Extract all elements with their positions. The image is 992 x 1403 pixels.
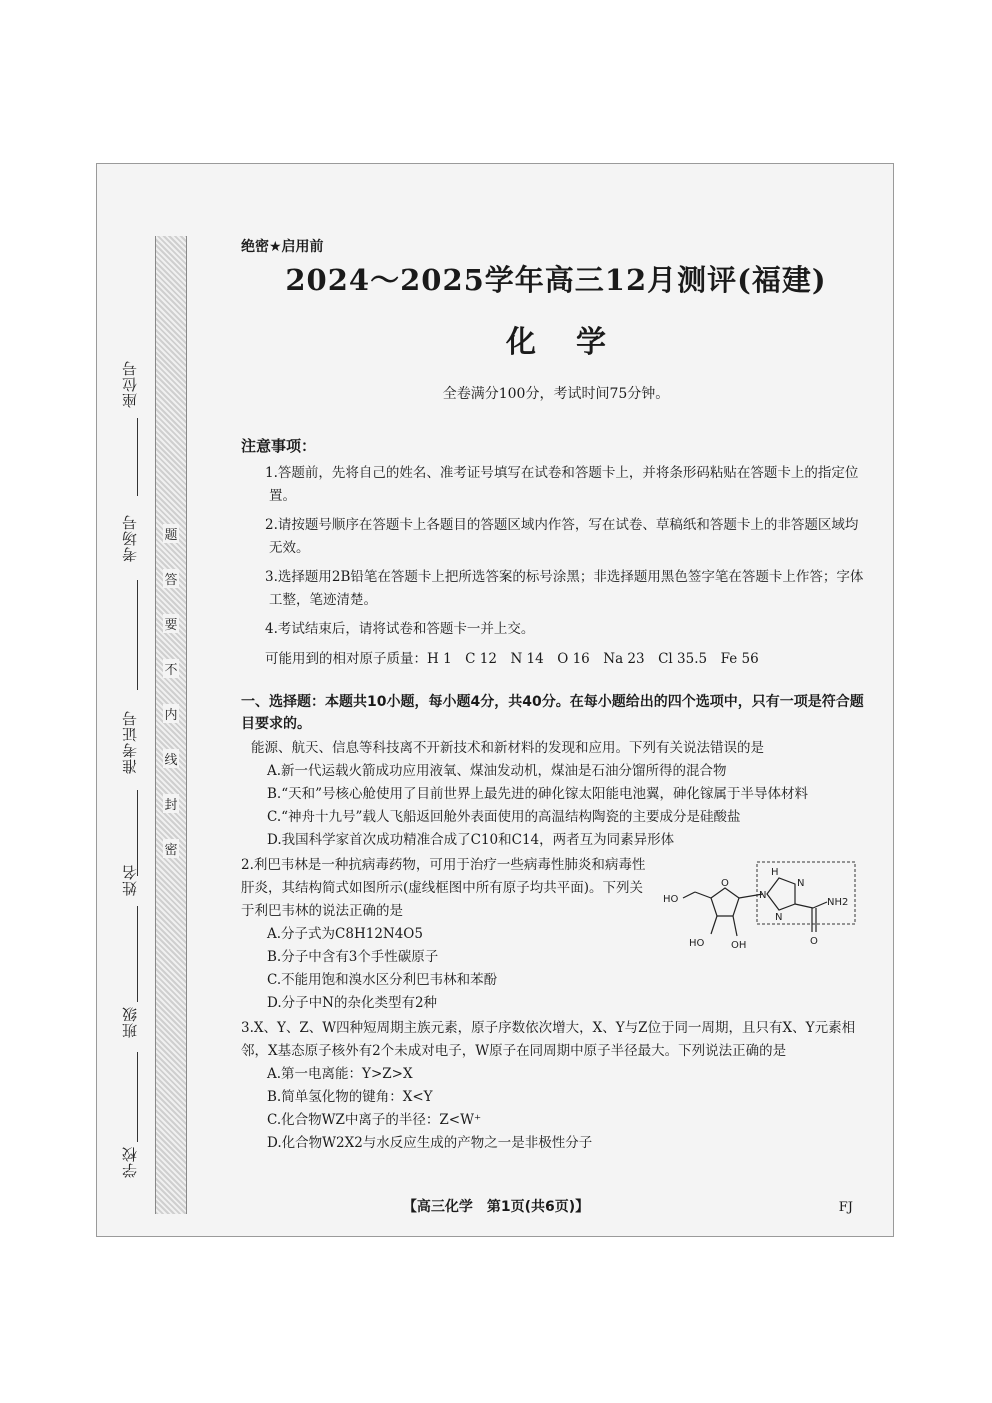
- class-line: [137, 1052, 138, 1142]
- name-line: [137, 906, 138, 1002]
- option-c: C.不能用饱和溴水区分利巴韦林和苯酚: [267, 972, 498, 988]
- hydroxyl-label: HO: [663, 894, 679, 905]
- question-1: [241, 737, 871, 852]
- subject-title: 化学: [506, 325, 646, 360]
- ribose-ring: [711, 888, 739, 916]
- hydrogen-label: H: [771, 867, 779, 878]
- exam-id-label: 准考证号: [121, 710, 139, 774]
- option-d: D.我国科学家首次成功精准合成了C10和C14，两者互为同素异形体: [267, 832, 675, 848]
- seal-words: [163, 524, 179, 858]
- seal-word: 不: [163, 659, 179, 678]
- seal-word: 要: [163, 614, 179, 633]
- option-c: C.“神舟十九号”载人飞船返回舱外表面使用的高温结构陶瓷的主要成分是硅酸盐: [267, 809, 741, 825]
- option-a: A.分子式为C8H12N4O5: [267, 926, 423, 942]
- option-b: B.简单氢化物的键角：X<Y: [267, 1089, 433, 1105]
- question-2: [241, 854, 871, 1015]
- atomic-masses: 可能用到的相对原子质量：H 1 C 12 N 14 O 16 Na 23 Cl 35.5 Fe 56: [265, 651, 759, 667]
- notice-item: 1.答题前，先将自己的姓名、准考证号填写在试卷和答题卡上，并将条形码粘贴在答题卡上的指定位置。: [265, 465, 859, 504]
- class-label: 班级: [121, 1006, 139, 1038]
- school-label: 学校: [121, 1146, 139, 1178]
- seal-word: 封: [163, 794, 179, 813]
- page-footer: 【高三化学 第1页(共6页)】: [402, 1199, 590, 1215]
- nitrogen-label: N: [775, 912, 783, 923]
- notice-section: [241, 435, 871, 667]
- option-a: A.新一代运载火箭成功应用液氧、煤油发动机，煤油是石油分馏所得的混合物: [267, 763, 727, 779]
- option-b: B.“天和”号核心舱使用了目前世界上最先进的砷化镓太阳能电池翼，砷化镓属于半导体材料: [267, 786, 809, 802]
- name-label: 姓名: [121, 864, 139, 896]
- notice-item: 3.选择题用2B铅笔在答题卡上把所选答案的标号涂黑；非选择题用黑色签字笔在答题卡上作答；字体工整，笔迹清楚。: [265, 569, 864, 608]
- seal-word: 答: [163, 569, 179, 588]
- hydroxyl-label: OH: [731, 940, 747, 951]
- option-c: C.化合物WZ中离子的半径：Z<W⁺: [267, 1112, 482, 1128]
- seal-word: 线: [163, 749, 179, 768]
- carbonyl-oxygen-label: O: [810, 936, 818, 947]
- seat-number-label: 座位号: [121, 360, 139, 408]
- amino-label: NH2: [827, 897, 849, 908]
- option-a: A.第一电离能：Y>Z>X: [267, 1066, 413, 1082]
- question-stem: 3.X、Y、Z、W四种短周期主族元素，原子序数依次增大，X、Y与Z位于同一周期，且只有X、Y元素相邻，X基态原子核外有2个未成对电子，W原子在同周期中原子半径最大。下列说法正确的是: [241, 1020, 856, 1059]
- seal-word: 题: [163, 524, 179, 543]
- seat-number-line: [137, 418, 138, 496]
- exam-room-line: [137, 580, 138, 690]
- exam-room-label: 考场号: [121, 514, 139, 562]
- secret-label: 绝密★启用前: [241, 239, 324, 255]
- hydroxyl-label: HO: [689, 938, 705, 949]
- triazole-ring: [767, 878, 795, 910]
- ring-oxygen-label: O: [721, 878, 729, 889]
- exam-sheet: [96, 163, 894, 1237]
- notice-item: 4.考试结束后，请将试卷和答题卡一并上交。: [265, 621, 535, 637]
- notice-item: 2.请按题号顺序在答题卡上各题目的答题区域内作答，写在试卷、草稿纸和答题卡上的非答题区域均无效。: [265, 517, 859, 556]
- section-heading: 一、选择题：本题共10小题，每小题4分，共40分。在每小题给出的四个选项中，只有一项是符合题目要求的。: [241, 694, 864, 732]
- nitrogen-label: N: [797, 878, 805, 889]
- question-stem: 2.利巴韦林是一种抗病毒药物，可用于治疗一些病毒性肺炎和病毒性肝炎，其结构简式如图所示(虚线框图中所有原子均共平面)。下列关于利巴韦林的说法正确的是: [241, 857, 646, 919]
- seal-word: 密: [163, 839, 179, 858]
- region-code: FJ: [838, 1200, 853, 1215]
- exam-content: [241, 236, 871, 1155]
- exam-title: 2024～2025学年高三12月测评(福建): [285, 263, 827, 297]
- question-3: [241, 1017, 871, 1155]
- nitrogen-label: N: [759, 890, 767, 901]
- option-d: D.分子中N的杂化类型有2种: [267, 995, 438, 1011]
- exam-info: 全卷满分100分，考试时间75分钟。: [442, 386, 670, 402]
- option-b: B.分子中含有3个手性碳原子: [267, 949, 439, 965]
- option-d: D.化合物W2X2与水反应生成的产物之一是非极性分子: [267, 1135, 593, 1151]
- seal-word: 内: [163, 704, 179, 723]
- ribavirin-structure: [659, 858, 859, 978]
- notice-heading: 注意事项：: [241, 437, 317, 455]
- question-stem: 能源、航天、信息等科技离不开新技术和新材料的发现和应用。下列有关说法错误的是: [251, 740, 764, 756]
